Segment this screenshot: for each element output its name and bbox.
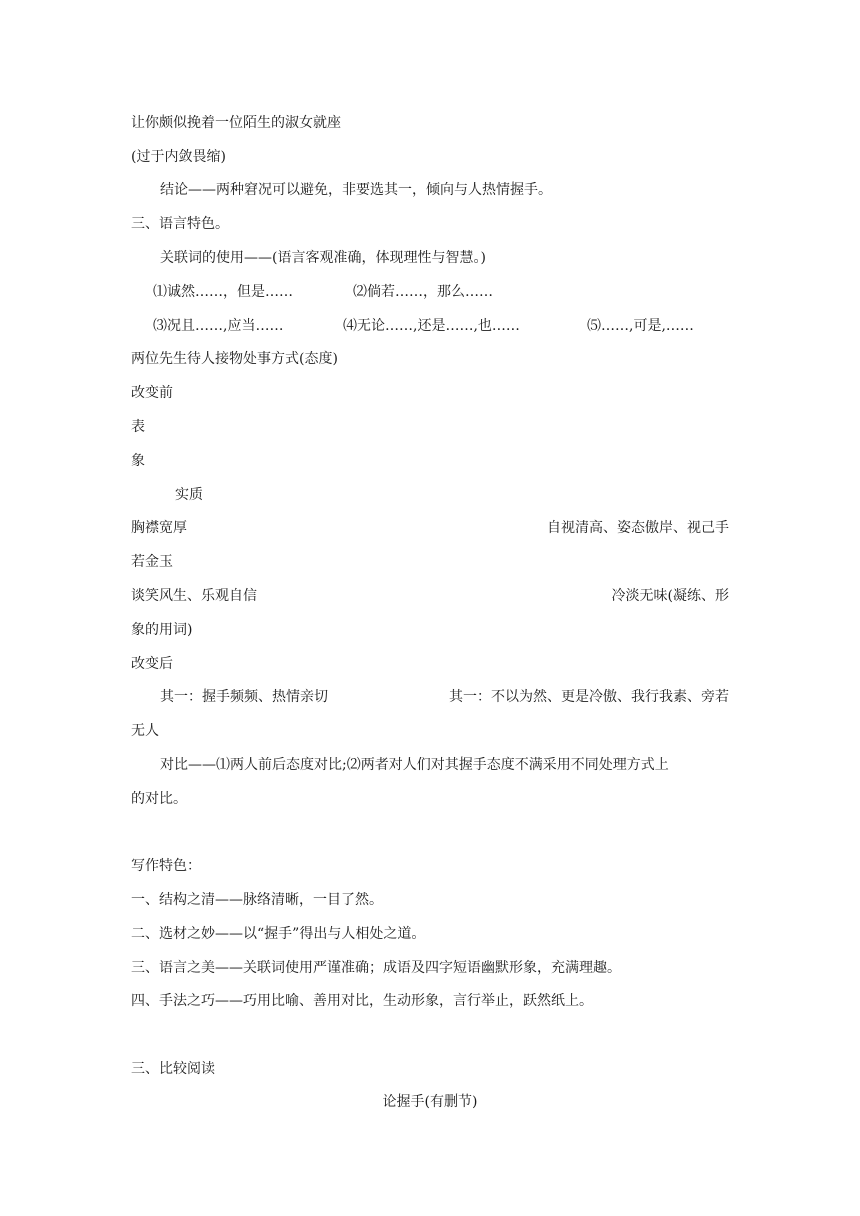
text-line: 胸襟宽厚 [131,520,187,536]
text-line: 象 [131,453,145,469]
section-heading: 三、比较阅读 [131,1061,215,1077]
text-line: 的对比。 [131,791,187,807]
text-line: (过于内敛畏缩) [131,149,226,165]
text-line: 象的用词) [131,622,193,638]
text-line: 关联词的使用——(语言客观准确，体现理性与智慧。) [160,250,486,266]
list-item: 四、手法之巧——巧用比喻、善用对比，生动形象，言行举止，跃然纸上。 [131,993,593,1009]
text-line: 若金玉 [131,554,173,570]
list-item: 三、语言之美——关联词使用严谨准确；成语及四字短语幽默形象，充满理趣。 [131,960,621,976]
text-line: 其一：不以为然、更是冷傲、我行我素、旁若 [449,689,729,705]
conjunction-item: ⑴诚然……，但是…… [153,284,293,300]
text-line: 表 [131,419,145,435]
section-heading: 写作特色： [131,858,201,874]
text-line: 无人 [131,723,159,739]
text-line: 其一：握手频频、热情亲切 [160,689,328,705]
section-heading: 三、语言特色。 [131,216,229,232]
text-line: 自视清高、姿态傲岸、视己手 [547,520,729,536]
article-title: 论握手(有删节) [382,1094,478,1110]
text-line: 改变后 [131,656,173,672]
conjunction-item: ⑵倘若……，那么…… [353,284,493,300]
list-item: 二、选材之妙——以“握手”得出与人相处之道。 [131,926,426,942]
conjunction-item: ⑷无论……,还是……,也…… [343,318,520,334]
text-line: 谈笑风生、乐观自信 [131,588,257,604]
list-item: 一、结构之清——脉络清晰，一目了然。 [131,892,383,908]
text-line: 冷淡无味(凝练、形 [611,588,729,604]
text-line: 让你颇似挽着一位陌生的淑女就座 [131,115,341,131]
text-line: 实质 [175,487,203,503]
conjunction-item: ⑶况且……,应当…… [153,318,284,334]
conclusion-line: 结论——两种窘况可以避免，非要选其一，倾向与人热情握手。 [160,182,552,198]
text-line: 两位先生待人接物处事方式(态度) [131,351,338,367]
text-line: 改变前 [131,385,173,401]
text-line: 对比——⑴两人前后态度对比;⑵两者对人们对其握手态度不满采用不同处理方式上 [160,757,669,773]
conjunction-item: ⑸……,可是,…… [587,318,694,334]
